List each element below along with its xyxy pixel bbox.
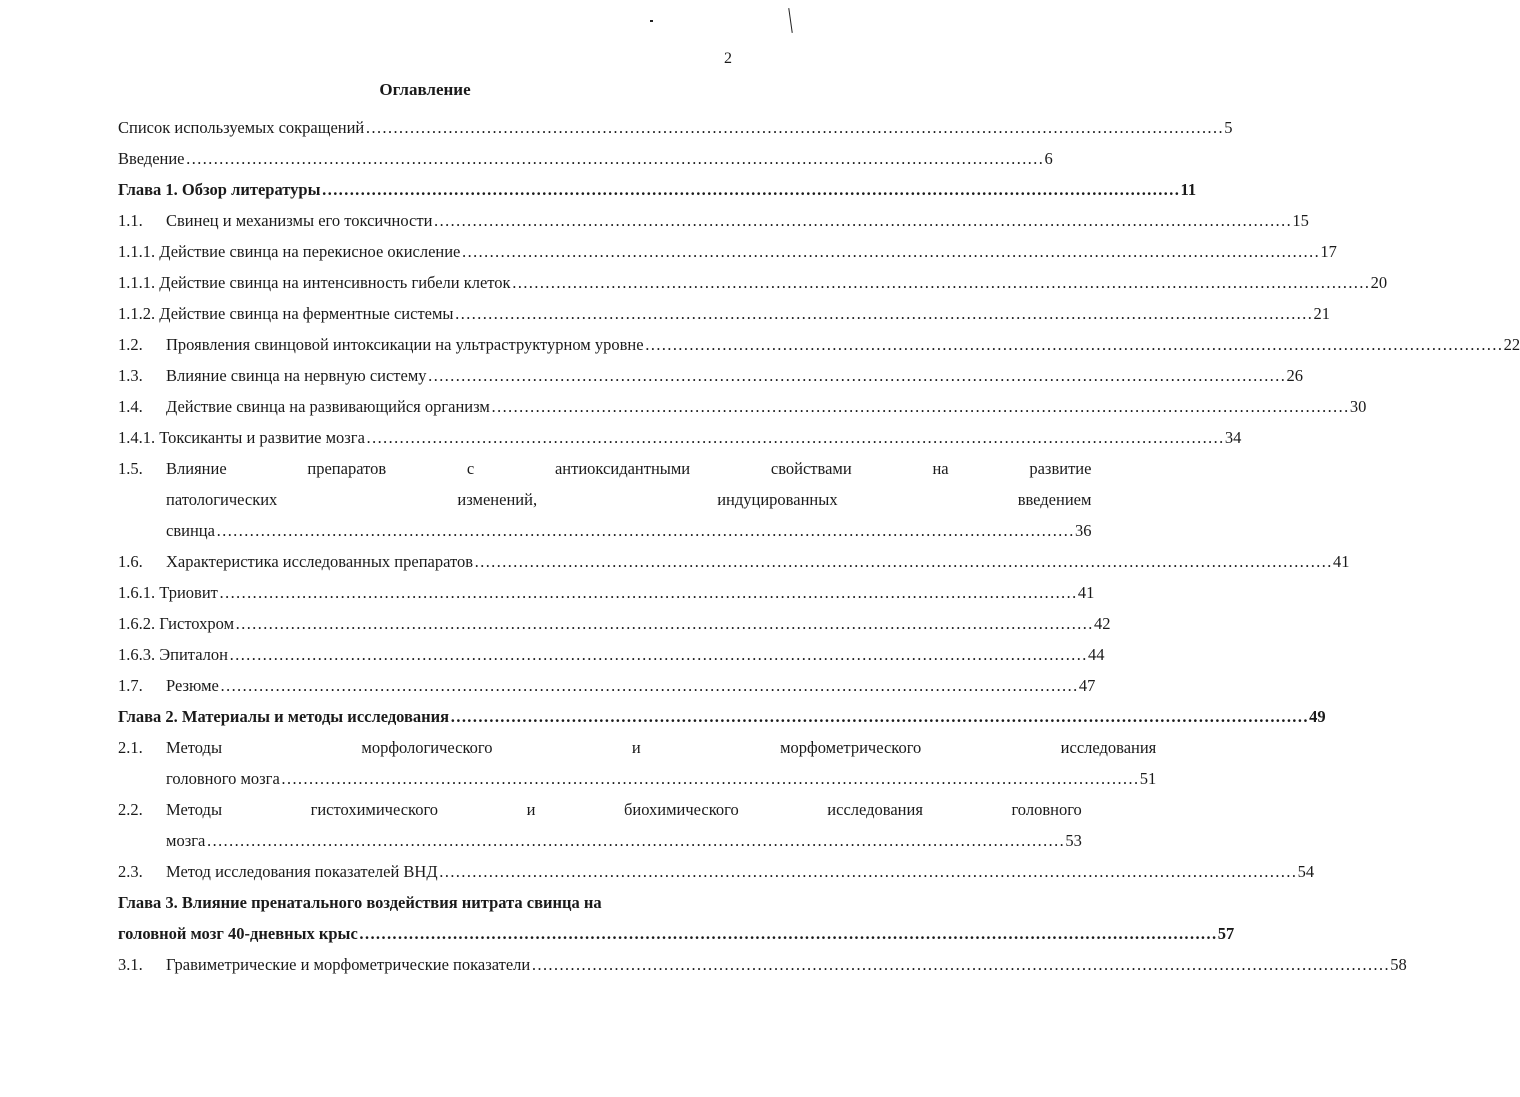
toc-leader-dots	[450, 701, 1308, 732]
toc-entry[interactable]	[118, 360, 1304, 391]
toc-entry[interactable]	[118, 174, 1197, 205]
toc-leader-dots	[219, 577, 1077, 608]
scan-artifact-mark	[788, 8, 792, 33]
toc-entry-line: патологических изменений, индуцированных введением	[166, 490, 1092, 509]
toc-leader-dots	[216, 515, 1074, 546]
toc-entry-page: 49	[1309, 707, 1326, 726]
toc-entry-line: головной мозг 40-дневных крыс	[118, 924, 358, 943]
toc-entry-page: 41	[1077, 583, 1095, 602]
toc-entry-label: 1.1.1. Действие свинца на перекисное окисление	[118, 242, 461, 261]
toc-leader-dots	[186, 143, 1044, 174]
toc-entry-page: 5	[1224, 118, 1233, 137]
toc-entry-line: головного мозга	[166, 769, 280, 788]
toc-entry-number: 1.4.	[118, 397, 143, 416]
toc-entry[interactable]	[118, 546, 1350, 577]
toc-entry-line: Методы морфологического и морфометрического исследования	[166, 738, 1157, 757]
toc-entry-number: 3.1.	[118, 955, 143, 974]
toc-entry-1-5[interactable]	[118, 453, 1092, 546]
toc-entry-label: Гравиметрические и морфометрические показатели	[166, 955, 531, 974]
toc-entry-chapter-2[interactable]	[118, 701, 1326, 732]
toc-entry-number: 1.5.	[118, 459, 143, 478]
toc-entry-page: 36	[1074, 521, 1092, 540]
table-of-contents	[118, 112, 1520, 980]
toc-entry-number: 1.1.	[118, 211, 143, 230]
toc-entry[interactable]	[118, 670, 1096, 701]
toc-entry-page: 17	[1320, 242, 1337, 261]
toc-entry[interactable]	[118, 639, 1105, 670]
toc-entries-part-1	[118, 112, 1520, 453]
page-number: 2	[724, 50, 732, 67]
toc-entry-2-2[interactable]	[118, 794, 1082, 856]
toc-entry-2-3[interactable]	[118, 856, 1315, 887]
toc-leader-dots	[531, 949, 1389, 980]
toc-entry[interactable]	[118, 422, 1242, 453]
toc-entry[interactable]	[118, 577, 1095, 608]
toc-entry[interactable]	[118, 391, 1367, 422]
toc-entry-page: 26	[1286, 366, 1304, 385]
toc-leader-dots	[461, 236, 1319, 267]
toc-leader-dots	[359, 918, 1217, 949]
toc-entry[interactable]	[118, 205, 1309, 236]
toc-entry-page: 51	[1139, 769, 1157, 788]
toc-entry-page: 47	[1078, 676, 1096, 695]
toc-entry-line: Влияние препаратов с антиоксидантными свойствами на развитие	[166, 459, 1092, 478]
toc-entry-3-1[interactable]	[118, 949, 1407, 980]
toc-entry-label: Характеристика исследованных препаратов	[166, 552, 474, 571]
toc-entry-2-1[interactable]	[118, 732, 1157, 794]
toc-entry-line: свинца	[166, 521, 215, 540]
toc-entry-page: 20	[1370, 273, 1388, 292]
toc-leader-dots	[235, 608, 1093, 639]
toc-entry-label: Свинец и механизмы его токсичности	[166, 211, 433, 230]
toc-leader-dots	[365, 112, 1223, 143]
toc-entry-page: 41	[1333, 552, 1350, 571]
toc-entries-part-2	[118, 546, 1350, 701]
toc-entry[interactable]	[118, 112, 1233, 143]
toc-entry-label: Проявления свинцовой интоксикации на ультраструктурном уровне	[166, 335, 644, 354]
toc-entry-page: 22	[1503, 335, 1520, 354]
toc-entry-number: 1.3.	[118, 366, 143, 385]
toc-entry-label: 1.6.3. Эпиталон	[118, 645, 228, 664]
toc-entry-label: 1.1.2. Действие свинца на ферментные системы	[118, 304, 454, 323]
toc-leader-dots	[645, 329, 1503, 360]
toc-leader-dots	[474, 546, 1332, 577]
toc-leader-dots	[229, 639, 1087, 670]
toc-entry-page: 58	[1390, 955, 1407, 974]
toc-entry-line: Глава 3. Влияние пренатального воздействия нитрата свинца на	[118, 893, 602, 912]
toc-entry-label: Глава 2. Материалы и методы исследования	[118, 707, 450, 726]
toc-entry-label: Резюме	[166, 676, 219, 695]
toc-entry-label: Введение	[118, 149, 185, 168]
toc-entry-page: 57	[1217, 924, 1235, 943]
toc-leader-dots	[322, 174, 1180, 205]
toc-entry-page: 53	[1065, 831, 1082, 850]
toc-leader-dots	[455, 298, 1313, 329]
toc-leader-dots	[433, 205, 1291, 236]
toc-entry-label: Глава 1. Обзор литературы	[118, 180, 321, 199]
toc-entry-page: 54	[1297, 862, 1315, 881]
toc-leader-dots	[220, 670, 1078, 701]
toc-entry-number: 2.3.	[118, 862, 143, 881]
toc-leader-dots	[206, 825, 1064, 856]
toc-leader-dots	[491, 391, 1349, 422]
toc-leader-dots	[512, 267, 1370, 298]
toc-entry-page: 15	[1292, 211, 1309, 230]
toc-entry-page: 44	[1088, 645, 1105, 664]
toc-entry-label: Действие свинца на развивающийся организм	[166, 397, 490, 416]
scan-artifact-mark	[650, 20, 653, 22]
toc-entry-number: 1.2.	[118, 335, 143, 354]
toc-entry-label: Влияние свинца на нервную систему	[166, 366, 427, 385]
toc-leader-dots	[439, 856, 1297, 887]
toc-entry[interactable]	[118, 236, 1337, 267]
toc-entry-page: 42	[1094, 614, 1111, 633]
toc-leader-dots	[428, 360, 1286, 391]
toc-entry-page: 30	[1349, 397, 1367, 416]
toc-entry-chapter-3[interactable]	[118, 887, 1235, 949]
toc-entry-number: 2.2.	[118, 800, 143, 819]
toc-entry-page: 11	[1180, 180, 1197, 199]
toc-entry-label: Метод исследования показателей ВНД	[166, 862, 438, 881]
toc-entry-line: Методы гистохимического и биохимического исследования головного	[166, 800, 1082, 819]
toc-entry-label: 1.1.1. Действие свинца на интенсивность гибели клеток	[118, 273, 511, 292]
toc-entry-number: 1.7.	[118, 676, 143, 695]
toc-entry[interactable]	[118, 298, 1331, 329]
toc-entry-label: 1.6.1. Триовит	[118, 583, 218, 602]
toc-entry[interactable]	[118, 329, 1520, 360]
toc-entry[interactable]	[118, 143, 1053, 174]
toc-leader-dots	[281, 763, 1139, 794]
toc-entry-page: 21	[1313, 304, 1331, 323]
page-title: Оглавление	[379, 80, 471, 99]
toc-entry-number: 1.6.	[118, 552, 143, 571]
toc-entry-label: 1.6.2. Гистохром	[118, 614, 235, 633]
toc-entry-page: 34	[1224, 428, 1242, 447]
toc-entry-number: 2.1.	[118, 738, 143, 757]
toc-leader-dots	[366, 422, 1224, 453]
toc-entry-page: 6	[1044, 149, 1053, 168]
toc-entry-line: мозга	[166, 831, 206, 850]
toc-entry-label: Список используемых сокращений	[118, 118, 365, 137]
toc-entry-label: 1.4.1. Токсиканты и развитие мозга	[118, 428, 365, 447]
toc-entry[interactable]	[118, 267, 1388, 298]
toc-entry[interactable]	[118, 608, 1111, 639]
